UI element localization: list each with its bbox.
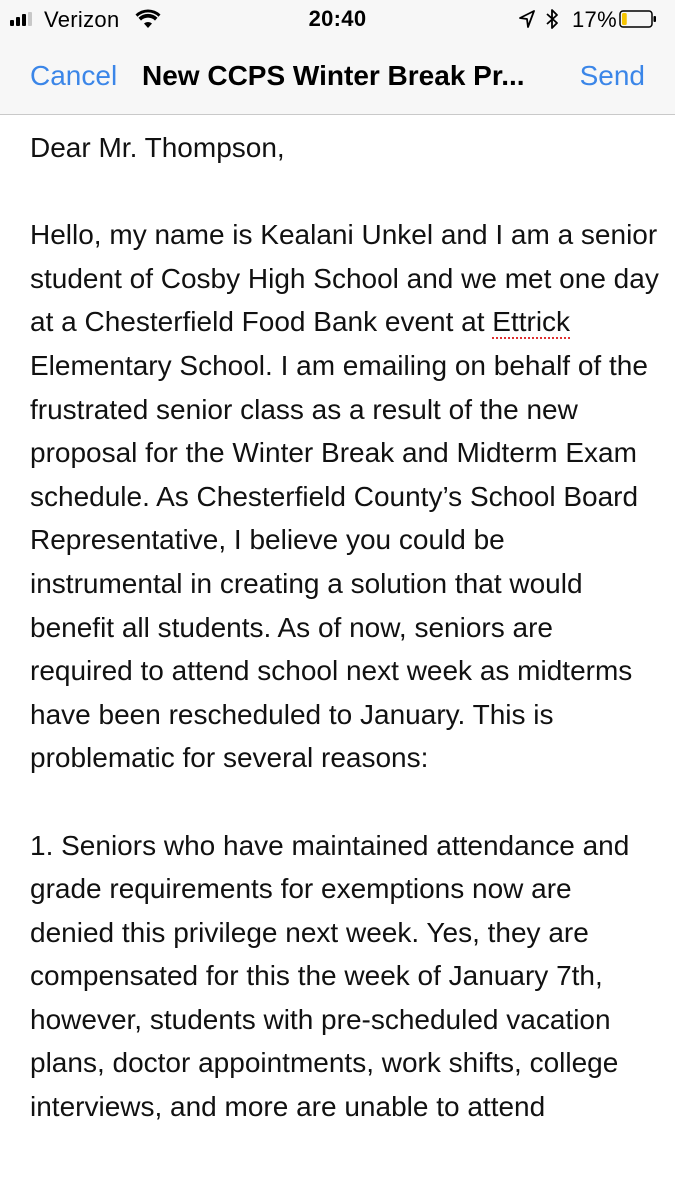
email-greeting: Dear Mr. Thompson, — [30, 132, 285, 163]
cancel-button[interactable]: Cancel — [30, 60, 118, 91]
send-button[interactable]: Send — [579, 60, 645, 91]
battery-percentage: 17% — [572, 7, 617, 32]
message-body-editor[interactable] — [30, 126, 660, 1129]
clock-time: 20:40 — [308, 6, 367, 31]
email-paragraph-1 — [30, 213, 660, 780]
compose-nav-bar — [0, 40, 675, 115]
bluetooth-icon — [545, 8, 559, 30]
email-paragraph-2: 1. Seniors who have maintained attendance and grade requirements for exemptions now are denied this privilege next week. Yes, they are compensated for this the week of January 7th, however, students with pre-scheduled vacation plans, doctor appointments, work shifts, college interviews, and more are unable to attend — [30, 829, 630, 1123]
paragraph-1-text-end: Elementary School. I am emailing on behalf of the frustrated senior class as a result of the new proposal for the Winter Break and Midterm Exam schedule. As Chesterfield County’s School Board Representative, I believe you could be instrumental in creating a solution that would benefit all students. As of now, seniors are required to attend school next week as midterms have been rescheduled to January. This is problematic for several reasons: — [30, 349, 648, 774]
blank-line — [30, 170, 660, 214]
location-icon — [519, 10, 535, 28]
battery-icon — [619, 10, 657, 28]
status-bar — [0, 0, 675, 40]
blank-line — [30, 780, 660, 824]
battery-fill — [622, 13, 627, 25]
misspelled-word[interactable]: Ettrick — [492, 306, 571, 338]
carrier-name: Verizon — [44, 7, 120, 32]
paragraph-1-text-start: Hello, my name is Kealani Unkel and I am a senior student of Cosby High School and we met one day at a Chesterfield Food Bank event at — [30, 219, 659, 338]
subject-title: New CCPS Winter Break Pr... — [142, 60, 525, 91]
